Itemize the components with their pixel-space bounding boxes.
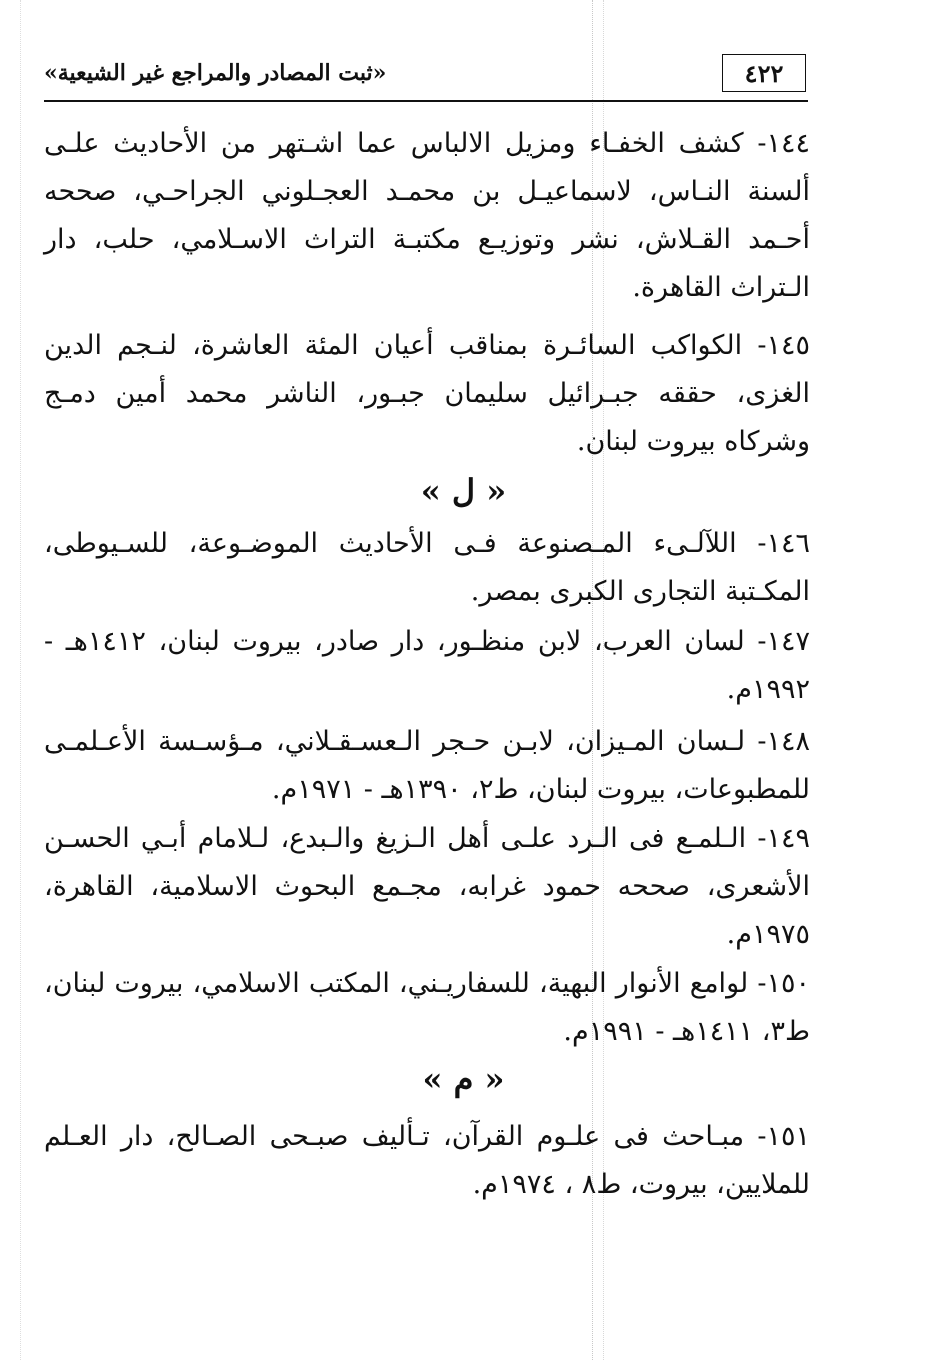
- bibliography-entry: [44, 618, 810, 714]
- entry-text: لوامع الأنوار البهية، للسفاريـني، المكتب الاسلامي، بيروت لبنان، ط٣، ١٤١١هـ - ١٩٩١م.: [44, 968, 810, 1047]
- bibliography-entry: [44, 120, 810, 312]
- entry-text: كشف الخفـاء ومزيل الالباس عما اشـتهر من الأحاديث علـى ألسنة النـاس، لاسماعيـل بن محمـد العجـلوني الجراحـي، صححه أحـمد القـلاش، نشر وتوزيـع مكتبـة التراث الاسـلامي، حلب، دار الـتراث القاهرة.: [44, 128, 810, 303]
- running-title: «ثبت المصادر والمراجع غير الشيعية»: [44, 60, 387, 86]
- entry-text: الكواكب السائـرة بمناقب أعيان المئة العاشرة، لنـجم الدين الغزى، حققه جبـرائيل سليمان جبـور، الناشر محمد أمين دمـج وشركاه بيروت لبنان.: [44, 330, 810, 457]
- entry-text: لسان العرب، لابن منظـور، دار صادر، بيروت لبنان، ١٤١٢هـ - ١٩٩٢م.: [44, 626, 810, 705]
- entry-number: ١٤٩-: [746, 823, 810, 854]
- section-heading-mim: « م »: [422, 1060, 505, 1098]
- entry-number: ١٤٥-: [742, 330, 810, 361]
- scan-artifact-line: [20, 0, 21, 1360]
- bibliography-entry: [44, 322, 810, 466]
- page-number: ٤٢٢: [722, 54, 806, 92]
- entry-text: الـلمـع فى الـرد علـى أهل الـزيغ والـبدع، لـلامام أبـي الحسـن الأشعرى، صححه حمود غرابه، مجـمع البحوث الاسلامية، القاهرة، ١٩٧٥م.: [44, 823, 810, 950]
- entry-text: مبـاحث فى علـوم القرآن، تـأليف صبـحى الصـالح، دار العـلم للملايين، بيروت، ط٨ ، ١٩٧٤م.: [44, 1121, 810, 1200]
- entry-number: ١٤٧-: [744, 626, 810, 657]
- entry-number: ١٤٦-: [736, 528, 810, 559]
- entry-text: اللآلـىء المـصنوعة فـى الأحاديث الموضـوعة، للسـيوطى، المكـتبة التجارى الكبرى بمصر.: [44, 528, 810, 607]
- entry-number: ١٥٠-: [748, 968, 810, 999]
- section-heading-lam: « ل »: [420, 472, 507, 510]
- entry-text: لـسان المـيزان، لابـن حـجر الـعسـقـلاني، مـؤسـسة الأعـلمـى للمطبوعات، بيروت لبنان، ط٢، ١٣٩٠هـ - ١٩٧١م.: [44, 726, 810, 805]
- entry-number: ١٥١-: [744, 1121, 810, 1152]
- bibliography-entry: [44, 960, 810, 1056]
- bibliography-entry: [44, 718, 810, 814]
- entry-number: ١٤٤-: [743, 128, 810, 159]
- entry-number: ١٤٨-: [745, 726, 810, 757]
- bibliography-entry: [44, 815, 810, 959]
- header-rule: [44, 100, 808, 102]
- bibliography-entry: [44, 1113, 810, 1209]
- bibliography-entry: [44, 520, 810, 616]
